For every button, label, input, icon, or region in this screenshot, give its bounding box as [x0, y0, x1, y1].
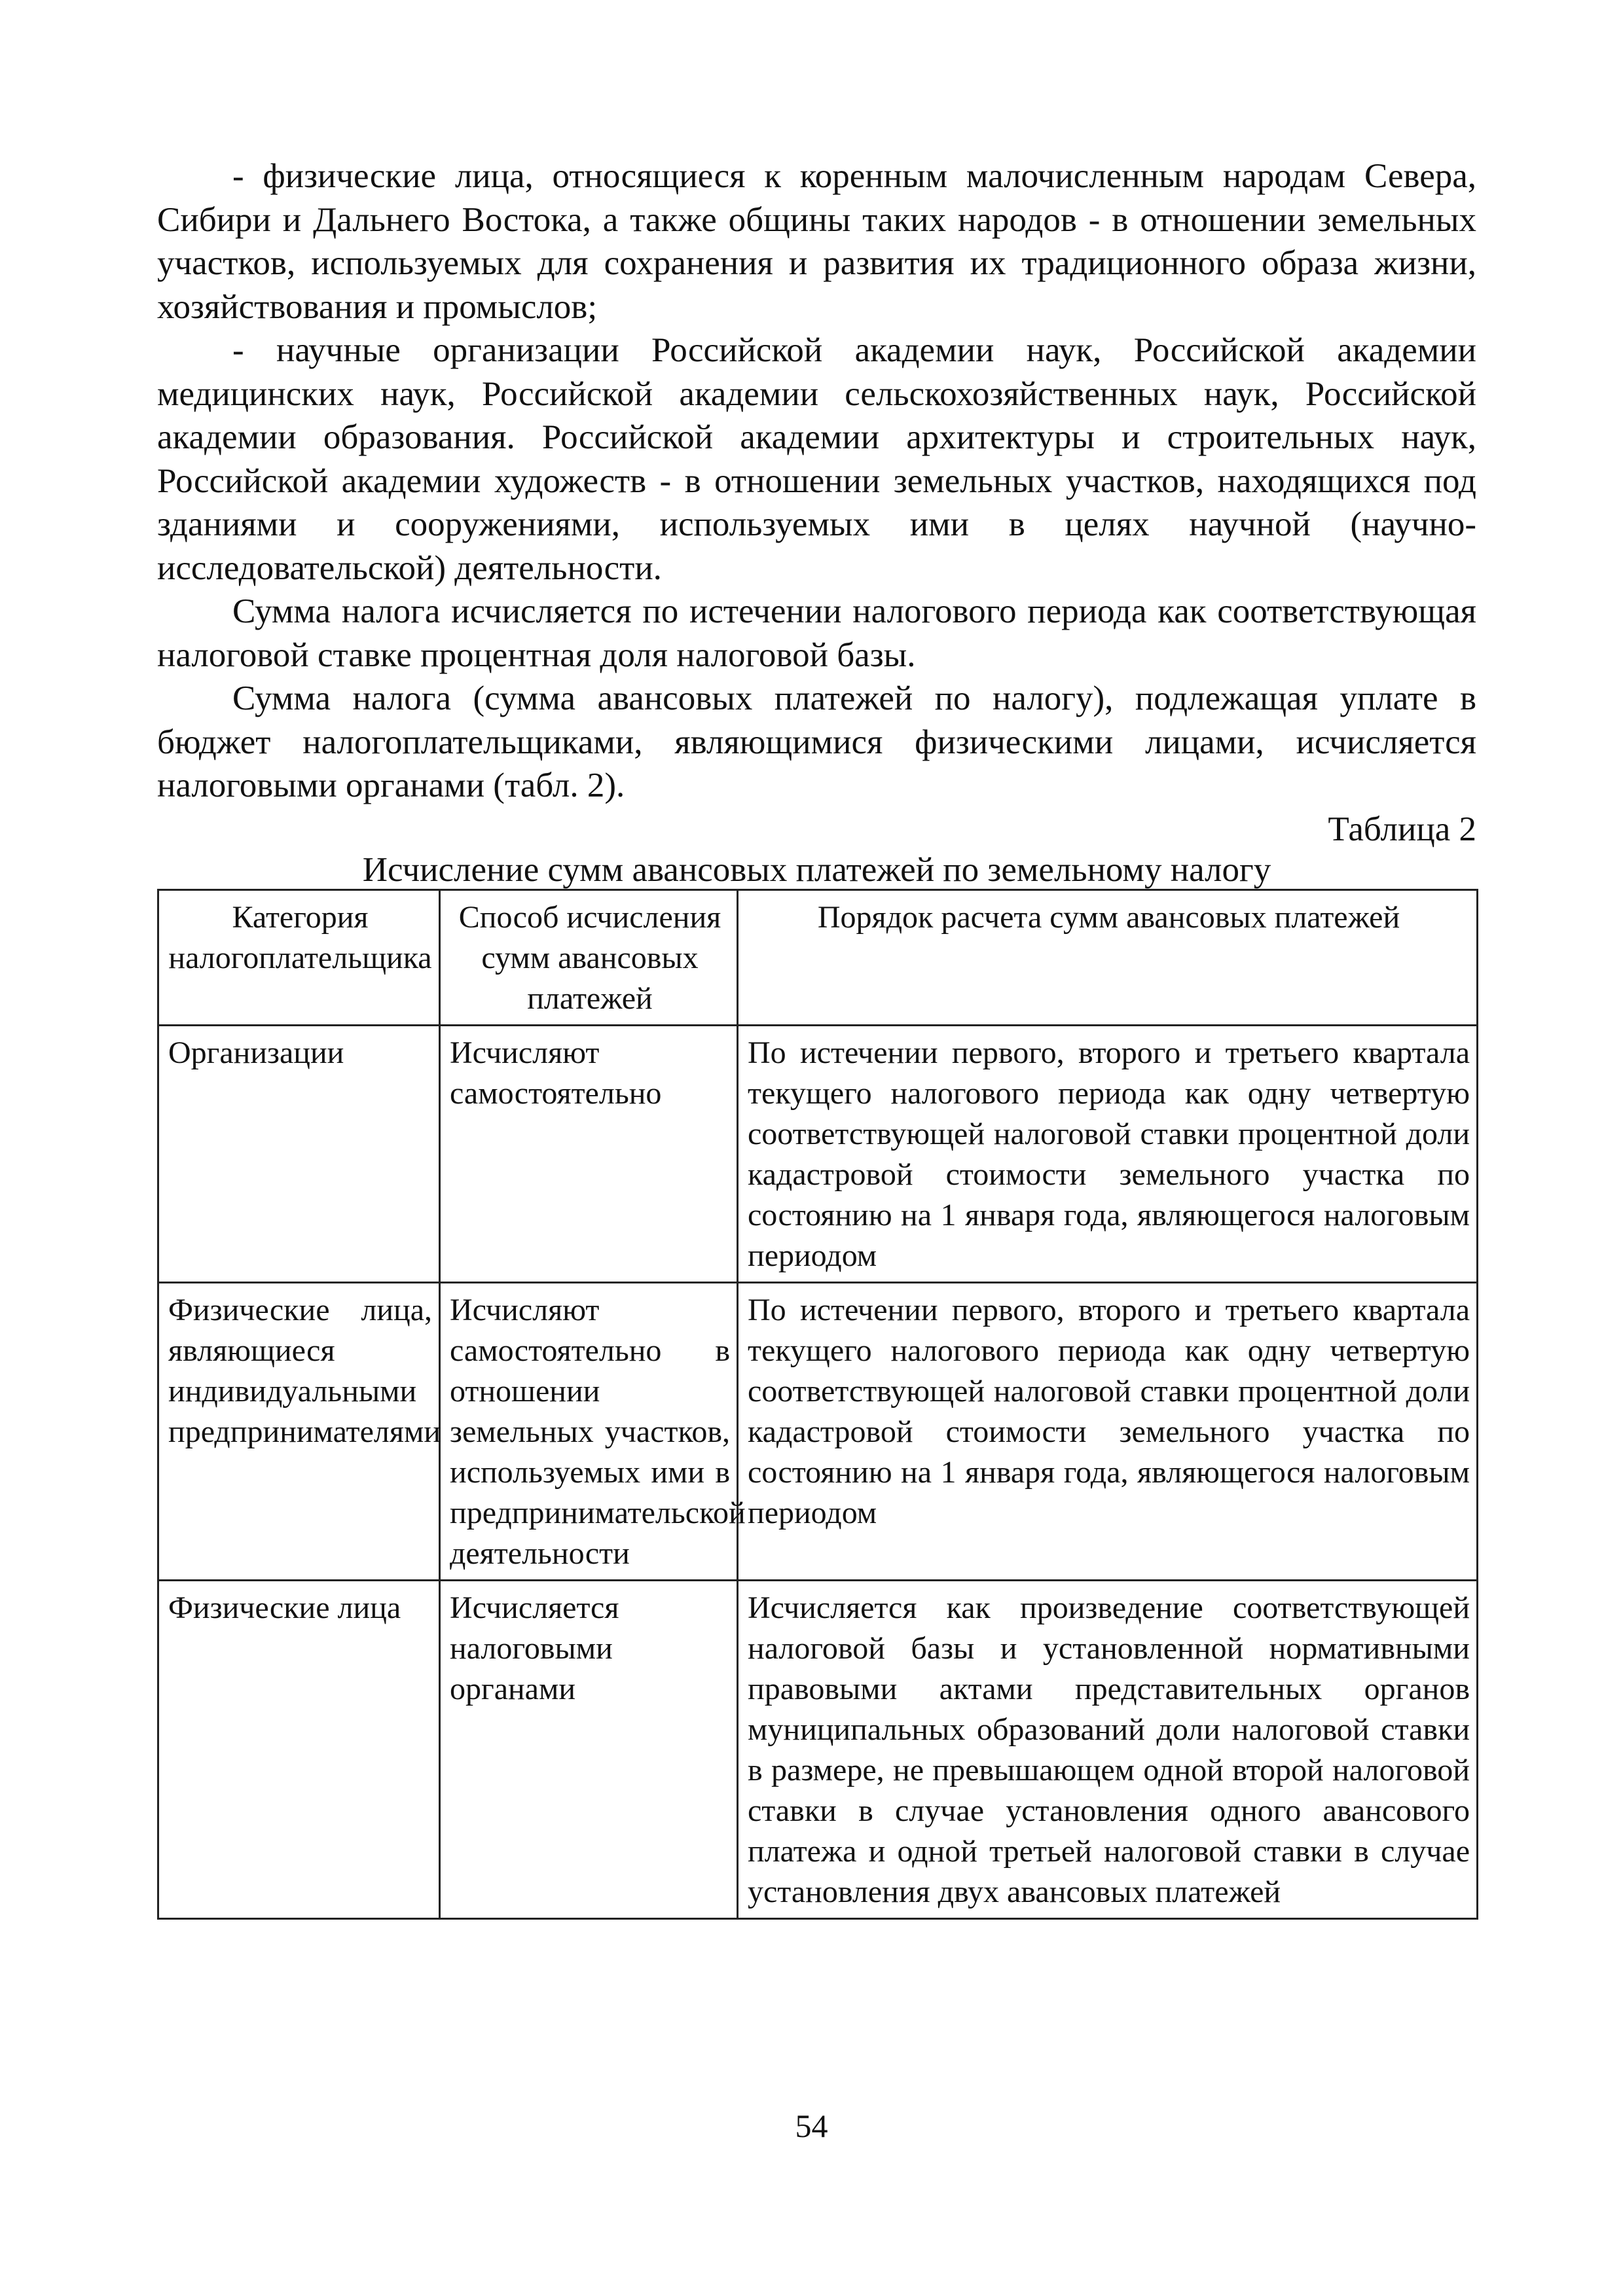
header-cell-procedure: Порядок расчета сумм авансовых платежей: [738, 889, 1478, 1025]
table-row: [158, 1580, 1478, 1918]
paragraph-scientific-organizations: - научные организации Российской академии наук, Российской академии медицинских наук, Российской академии сельскохозяйственных наук, Российской академии образования. Российской академии архитектуры и строительных наук, Российской академии художеств - в отношении земельных участков, находящихся под зданиями и сооружениями, используемых ими в целях научной (научно-исследовательской) деятельности.: [157, 331, 1476, 587]
table-cell: Организации: [158, 1025, 440, 1282]
table-cell: По истечении первого, второго и третьего квартала текущего налогового периода как одну четвертую соответствующей налоговой ставки процентной доли кадастровой стоимости земельного участка по состоянию на 1 января года, являющегося налоговым периодом: [738, 1025, 1478, 1282]
advance-payments-table: [157, 889, 1478, 1920]
table-title: Исчисление сумм авансовых платежей по земельному налогу: [362, 850, 1271, 889]
paragraph-tax-calculation: Сумма налога исчисляется по истечении налогового периода как соответствующая налоговой ставке процентная доля налоговой базы.: [157, 592, 1476, 674]
table-cell: Физические лица, являющиеся индивидуальными предпринимателями: [158, 1282, 440, 1580]
page-number: 54: [795, 2108, 828, 2144]
paragraph-indigenous-peoples: - физические лица, относящиеся к коренным малочисленным народам Севера, Сибири и Дальнего Востока, а также общины таких народов - в отношении земельных участков, используемых для сохранения и развития их традиционного образа жизни, хозяйствования и промыслов;: [157, 157, 1476, 326]
paragraph-advance-payments: Сумма налога (сумма авансовых платежей по налогу), подлежащая уплате в бюджет налогоплательщиками, являющимися физическими лицами, исчисляется налоговыми органами (табл. 2).: [157, 679, 1476, 804]
table-cell: Исчисляется как произведение соответствующей налоговой базы и установленной нормативными правовыми актами представительных органов муниципальных образований доли налоговой ставки в размере, не превышающем одной второй налоговой ставки в случае установления одного авансового платежа и одной третьей налоговой ставки в случае установления двух авансовых платежей: [738, 1580, 1478, 1918]
table-cell: Исчисляется налоговыми органами: [440, 1580, 738, 1918]
table-label: Таблица 2: [1328, 810, 1476, 848]
table-row: [158, 1025, 1478, 1282]
table-cell: Исчисляют самостоятельно в отношении земельных участков, используемых ими в предпринимательской деятельности: [440, 1282, 738, 1580]
table-cell: По истечении первого, второго и третьего квартала текущего налогового периода как одну четвертую соответствующей налоговой ставки процентной доли кадастровой стоимости земельного участка по состоянию на 1 января года, являющегося налоговым периодом: [738, 1282, 1478, 1580]
header-cell-category: Категория налогоплательщика: [158, 889, 440, 1025]
header-cell-method: Способ исчисления сумм авансовых платежей: [440, 889, 738, 1025]
table-cell: Исчисляют самостоятельно: [440, 1025, 738, 1282]
document-page: [157, 154, 1476, 1920]
table-header-row: [158, 889, 1478, 1025]
table-row: [158, 1282, 1478, 1580]
table-cell: Физические лица: [158, 1580, 440, 1918]
